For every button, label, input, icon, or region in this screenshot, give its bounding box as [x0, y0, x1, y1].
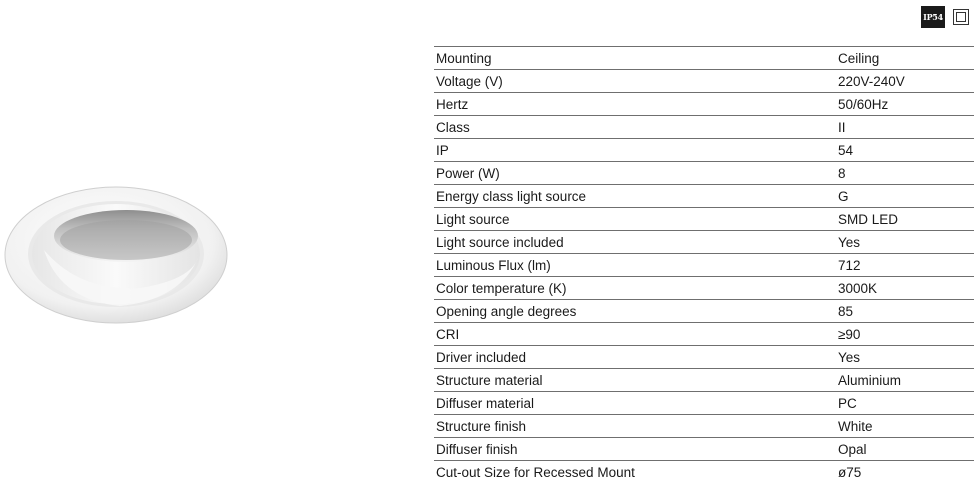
spec-label: Structure material: [434, 369, 836, 392]
spec-value: 8: [836, 162, 974, 185]
table-row: [434, 116, 974, 139]
table-row: [434, 139, 974, 162]
spec-label: Diffuser material: [434, 392, 836, 415]
table-row: [434, 254, 974, 277]
spec-value: 50/60Hz: [836, 93, 974, 116]
table-row: [434, 461, 974, 484]
class-ii-icon: [953, 9, 969, 25]
spec-value: Yes: [836, 346, 974, 369]
spec-label: Mounting: [434, 47, 836, 70]
spec-label: Color temperature (K): [434, 277, 836, 300]
spec-value: PC: [836, 392, 974, 415]
spec-label: Light source: [434, 208, 836, 231]
table-row: [434, 438, 974, 461]
table-row: [434, 185, 974, 208]
spec-value: ≥90: [836, 323, 974, 346]
product-image: [0, 180, 232, 330]
spec-value: 712: [836, 254, 974, 277]
certification-badges: [921, 6, 969, 28]
spec-value: 3000K: [836, 277, 974, 300]
spec-value: White: [836, 415, 974, 438]
table-row: [434, 346, 974, 369]
spec-value: II: [836, 116, 974, 139]
specifications-table: [434, 46, 974, 483]
table-row: [434, 231, 974, 254]
spec-value: G: [836, 185, 974, 208]
spec-label: Diffuser finish: [434, 438, 836, 461]
spec-label: Cut-out Size for Recessed Mount: [434, 461, 836, 484]
table-row: [434, 162, 974, 185]
recessed-downlight-icon: [0, 180, 232, 330]
table-row: [434, 300, 974, 323]
spec-value: 85: [836, 300, 974, 323]
spec-label: Structure finish: [434, 415, 836, 438]
spec-label: Driver included: [434, 346, 836, 369]
table-row: [434, 415, 974, 438]
table-row: [434, 208, 974, 231]
spec-value: Ceiling: [836, 47, 974, 70]
table-row: [434, 323, 974, 346]
table-row: [434, 70, 974, 93]
spec-value: Yes: [836, 231, 974, 254]
spec-label: IP: [434, 139, 836, 162]
table-row: [434, 93, 974, 116]
spec-label: CRI: [434, 323, 836, 346]
spec-label: Energy class light source: [434, 185, 836, 208]
table-row: [434, 392, 974, 415]
spec-value: Opal: [836, 438, 974, 461]
table-row: [434, 369, 974, 392]
spec-label: Class: [434, 116, 836, 139]
spec-value: 54: [836, 139, 974, 162]
spec-value: Aluminium: [836, 369, 974, 392]
table-row: [434, 47, 974, 70]
table-row: [434, 277, 974, 300]
spec-label: Light source included: [434, 231, 836, 254]
spec-label: Opening angle degrees: [434, 300, 836, 323]
spec-label: Power (W): [434, 162, 836, 185]
spec-value: SMD LED: [836, 208, 974, 231]
spec-label: Luminous Flux (lm): [434, 254, 836, 277]
ip-rating-badge: IP54: [921, 6, 945, 28]
spec-label: Voltage (V): [434, 70, 836, 93]
spec-label: Hertz: [434, 93, 836, 116]
spec-value: 220V-240V: [836, 70, 974, 93]
spec-value: ø75: [836, 461, 974, 484]
